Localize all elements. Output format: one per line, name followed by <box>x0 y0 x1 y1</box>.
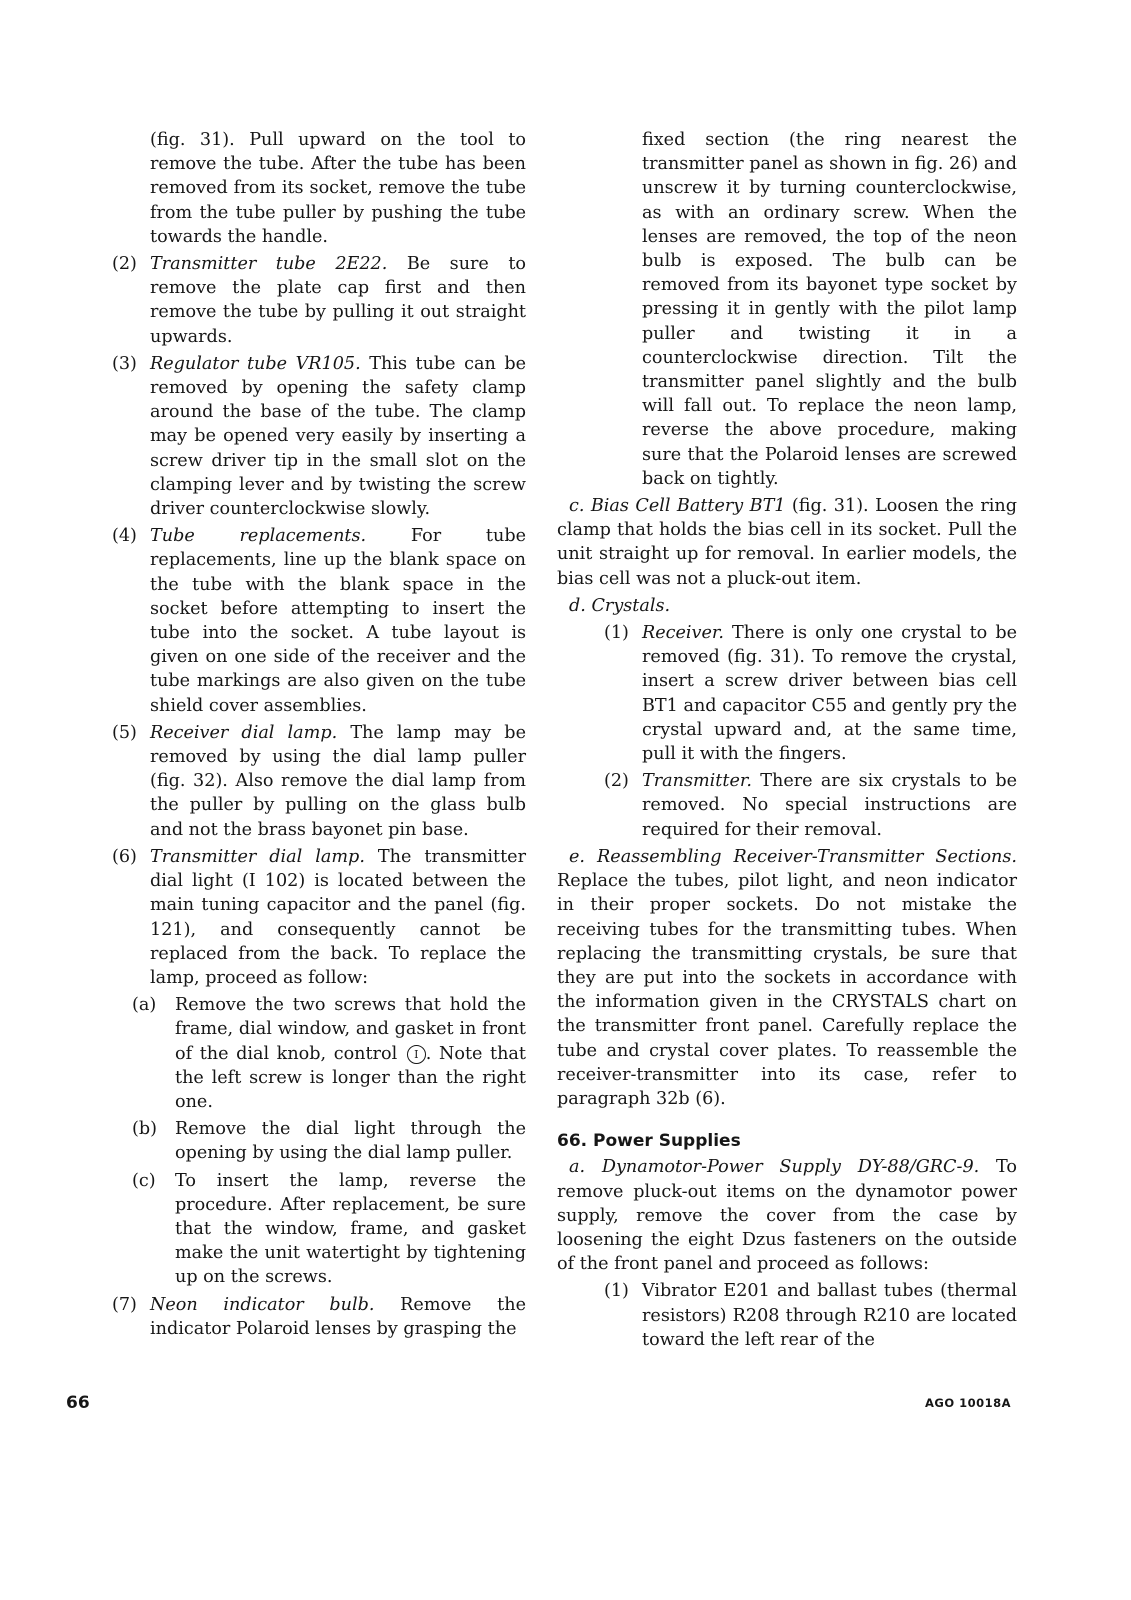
sub-list-item: (b) Remove the dial light through the opening by using the dial lamp puller. <box>132 1119 526 1164</box>
list-item: (2) Transmitter tube 2E22. Be sure to remove the plate cap first and then remove the tube by pulling it out straight upwards. <box>112 254 526 347</box>
section-heading: 66. Power Supplies <box>557 1131 741 1152</box>
left-column <box>112 128 526 1341</box>
ago-code: AGO 10018A <box>925 1396 1012 1410</box>
right-column <box>557 128 1017 1352</box>
list-item: (1) Vibrator E201 and ballast tubes (thermal resistors) R208 through R210 are located toward the left rear of the <box>604 1281 1017 1350</box>
page-number: 66 <box>66 1393 90 1413</box>
list-item: (1) Receiver. There is only one crystal to be removed (fig. 31). To remove the crystal, insert a screw driver between bias cell BT1 and capacitor C55 and gently pry the crystal upward and, at the same time, pull it with the fingers. <box>604 623 1017 765</box>
continued-paragraph: fixed section (the ring nearest the transmitter panel as shown in fig. 26) and unscrew it by turning counterclockwise, as with an ordinary screw. When the lenses are removed, the top of the neon bulb is exposed. The bulb can be removed from its bayonet type socket by pressing it in gently with the pilot lamp puller and twisting it in a counterclockwise direction. Tilt the transmitter panel slightly and the bulb will fall out. To replace the neon lamp, reverse the above procedure, making sure that the Polaroid lenses are screwed back on tightly. <box>642 130 1017 489</box>
paragraph-c: c. Bias Cell Battery BT1 (fig. 31). Loosen the ring clamp that holds the bias cell in its socket. Pull the unit straight up for removal. In earlier models, the bias cell was not a pluck-out item. <box>557 496 1017 589</box>
sub-list-item: (a) Remove the two screws that hold the frame, dial window, and gasket in front of the dial knob, control I . Note that the left screw is longer than the right one. <box>132 995 526 1112</box>
paragraph-a: a. Dynamotor-Power Supply DY-88/GRC-9. To remove pluck-out items on the dynamotor power supply, remove the cover from the case by loosening the eight Dzus fasteners on the outside of the front panel and proceed as follows: <box>557 1157 1017 1275</box>
sub-list-item: (c) To insert the lamp, reverse the procedure. After replacement, be sure that the window, frame, and gasket make the unit watertight by tightening up on the screws. <box>132 1170 526 1288</box>
list-item: (6) Transmitter dial lamp. The transmitter dial light (I 102) is located between the main tuning capacitor and the panel (fig. 121), and consequently cannot be replaced from the back. To replace the lamp, proceed as follow: <box>112 846 526 988</box>
list-item: (7) Neon indicator bulb. Remove the indicator Polaroid lenses by grasping the <box>112 1294 526 1339</box>
paragraph-e: e. Reassembling Receiver-Transmitter Sections. Replace the tubes, pilot light, and neon indicator in their proper sockets. Do not mistake the receiving tubes for the transmitting tubes. When replacing the transmitting crystals, be sure that they are put into the sockets in accordance with the information given in the CRYSTALS chart on the transmitter front panel. Carefully replace the tube and crystal cover plates. To reassemble the receiver-transmitter into its case, refer to paragraph 32b (6). <box>557 846 1017 1109</box>
continued-paragraph: (fig. 31). Pull upward on the tool to remove the tube. After the tube has been removed from its socket, remove the tube from the tube puller by pushing the tube towards the handle. <box>150 130 526 247</box>
list-item: (2) Transmitter. There are six crystals to be removed. No special instructions are required for their removal. <box>604 771 1017 840</box>
control-marker: I <box>407 1045 426 1064</box>
list-item: (3) Regulator tube VR105. This tube can be removed by opening the safety clamp around the base of the tube. The clamp may be opened very easily by inserting a screw driver tip in the small slot on the clamping lever and by twisting the screw driver counterclockwise slowly. <box>112 353 526 520</box>
paragraph-d: d. Crystals. <box>569 595 671 616</box>
list-item: (5) Receiver dial lamp. The lamp may be removed by using the dial lamp puller (fig. 32). Also remove the dial lamp from the puller by pulling on the glass bulb and not the brass bayonet pin base. <box>112 722 526 840</box>
list-item: (4) Tube replacements. For tube replacements, line up the blank space on the tube with the blank space in the socket before attempting to insert the tube into the socket. A tube layout is given on one side of the receiver and the tube markings are also given on the tube shield cover assemblies. <box>112 526 526 716</box>
